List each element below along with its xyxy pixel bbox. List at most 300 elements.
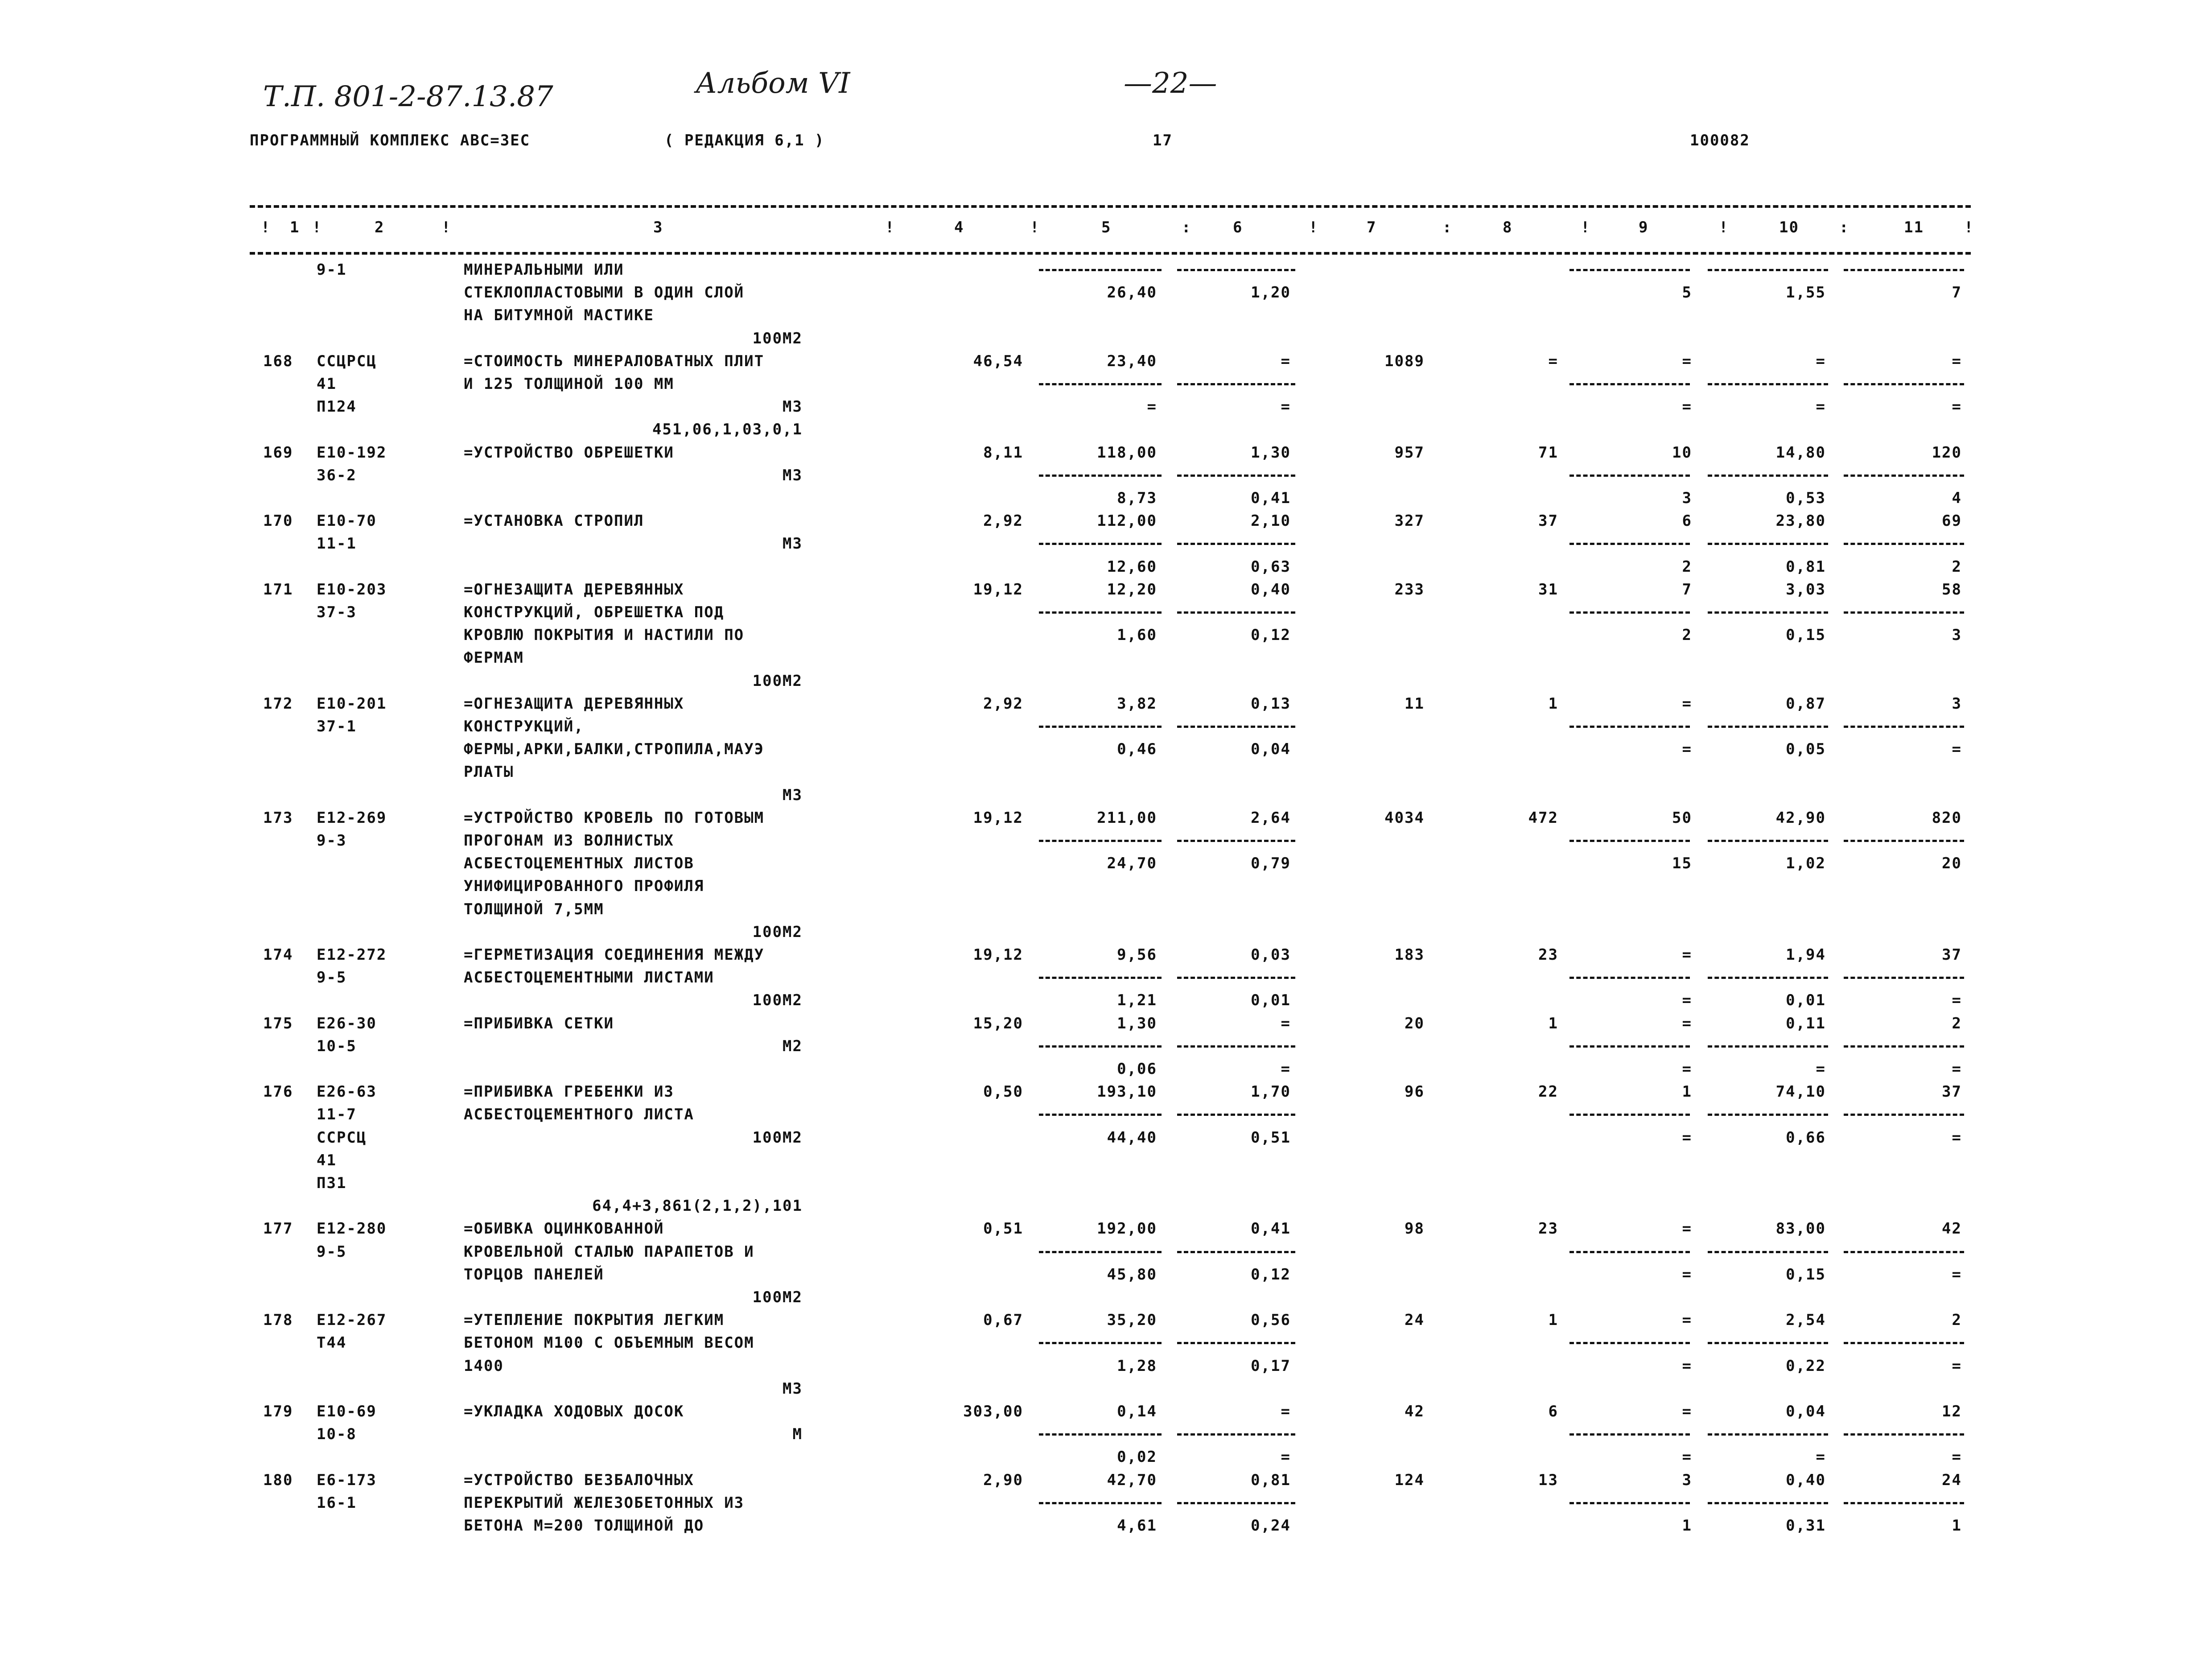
subtotal-divider: [1569, 1045, 1690, 1048]
work-description: ФЕРМАМ: [464, 649, 524, 667]
norm-code: П124: [317, 398, 357, 416]
machine-cost: =: [1682, 695, 1692, 713]
subtotal-divider: [1039, 611, 1162, 614]
labor-hours: 0,40: [1786, 1471, 1826, 1489]
unit-cost: 1,28: [1117, 1357, 1157, 1375]
column-divider: !: [885, 219, 895, 236]
work-description: =ГЕРМЕТИЗАЦИЯ СОЕДИНЕНИЯ МЕЖДУ: [464, 946, 765, 964]
column-divider: :: [1182, 219, 1192, 236]
total-cost: 96: [1405, 1083, 1425, 1101]
total-cost: 233: [1394, 581, 1425, 598]
labor-hours: 14,80: [1775, 444, 1826, 462]
wage-cost: 0,12: [1251, 1266, 1291, 1283]
labor-hours: 42,90: [1775, 809, 1826, 827]
unit-label: 451,06,1,03,0,1: [652, 421, 803, 438]
wage-cost: =: [1281, 398, 1291, 416]
machine-cost: =: [1682, 1060, 1692, 1078]
unit-label: М3: [783, 786, 803, 804]
wage-cost: 0,04: [1251, 740, 1291, 758]
column-header-6: 6: [1233, 219, 1243, 236]
work-description: 1400: [464, 1357, 504, 1375]
total-cost: 4034: [1384, 809, 1425, 827]
work-description: КРОВЕЛЬНОЙ СТАЛЬЮ ПАРАПЕТОВ И: [464, 1243, 754, 1261]
item-number: 179: [263, 1403, 293, 1420]
norm-code: Е12-280: [317, 1220, 387, 1238]
subtotal-divider: [1039, 1433, 1162, 1436]
quantity: 15,20: [973, 1015, 1023, 1032]
column-header-5: 5: [1101, 219, 1112, 236]
wage-cost: 0,56: [1251, 1311, 1291, 1329]
norm-code: Е26-63: [317, 1083, 377, 1101]
quantity: 46,54: [973, 352, 1023, 370]
norm-code: 9-5: [317, 1243, 347, 1261]
subtotal-divider: [1039, 269, 1162, 271]
machine-cost: =: [1682, 740, 1692, 758]
labor-hours: 0,87: [1786, 695, 1826, 713]
total-labor: 2: [1952, 1311, 1962, 1329]
total-labor: 3: [1952, 695, 1962, 713]
total-labor: 12: [1942, 1403, 1962, 1420]
quantity: 0,51: [983, 1220, 1023, 1238]
unit-label: М2: [783, 1037, 803, 1055]
norm-code: 9-1: [317, 261, 347, 279]
subtotal-divider: [1039, 1342, 1162, 1344]
subtotal-divider: [1177, 475, 1295, 477]
work-description: =УСТРОЙСТВО ОБРЕШЕТКИ: [464, 444, 674, 462]
wage-cost: 0,01: [1251, 991, 1291, 1009]
item-number: 173: [263, 809, 293, 827]
column-header-3: 3: [653, 219, 663, 236]
unit-cost: 1,60: [1117, 626, 1157, 644]
column-divider: !: [1964, 219, 1974, 236]
machine-cost: 7: [1682, 581, 1692, 598]
column-divider: :: [1442, 219, 1453, 236]
labor-hours: =: [1816, 1448, 1826, 1466]
unit-cost: 24,70: [1107, 854, 1157, 872]
subtotal-divider: [1844, 1045, 1964, 1048]
subtotal-divider: [1039, 1502, 1162, 1504]
wage-cost: =: [1281, 1448, 1291, 1466]
norm-code: 37-3: [317, 603, 357, 621]
wage-cost: 0,79: [1251, 854, 1291, 872]
machine-cost: =: [1682, 1129, 1692, 1147]
labor-hours: 0,04: [1786, 1403, 1826, 1420]
subtotal-divider: [1039, 977, 1162, 979]
total-labor: 42: [1942, 1220, 1962, 1238]
work-description: ПРОГОНАМ ИЗ ВОЛНИСТЫХ: [464, 832, 674, 850]
subtotal-divider: [1844, 543, 1964, 545]
wage-cost: 0,13: [1251, 695, 1291, 713]
total-labor: =: [1952, 1266, 1962, 1283]
work-description: =СТОИМОСТЬ МИНЕРАЛОВАТНЫХ ПЛИТ: [464, 352, 765, 370]
subtotal-divider: [1569, 1114, 1690, 1116]
unit-cost: 9,56: [1117, 946, 1157, 964]
subtotal-divider: [1708, 383, 1828, 385]
total-cost: 327: [1394, 512, 1425, 530]
unit-cost: 12,60: [1107, 558, 1157, 576]
labor-hours: 1,94: [1786, 946, 1826, 964]
machine-cost: =: [1682, 1403, 1692, 1420]
subtotal-divider: [1844, 726, 1964, 728]
item-number: 170: [263, 512, 293, 530]
subtotal-divider: [1039, 726, 1162, 728]
work-description: ТОРЦОВ ПАНЕЛЕЙ: [464, 1266, 604, 1283]
total-wages: 22: [1538, 1083, 1558, 1101]
unit-label: 100М2: [752, 330, 803, 347]
labor-hours: 0,11: [1786, 1015, 1826, 1032]
unit-cost: 45,80: [1107, 1266, 1157, 1283]
subtotal-divider: [1039, 1114, 1162, 1116]
work-description: =ОГНЕЗАЩИТА ДЕРЕВЯННЫХ: [464, 695, 684, 713]
unit-cost: 44,40: [1107, 1129, 1157, 1147]
subtotal-divider: [1177, 611, 1295, 614]
labor-hours: 0,31: [1786, 1517, 1826, 1535]
subtotal-divider: [1844, 383, 1964, 385]
wage-cost: 0,41: [1251, 489, 1291, 507]
subtotal-divider: [1708, 840, 1828, 842]
subtotal-divider: [1844, 840, 1964, 842]
subtotal-divider: [1177, 1433, 1295, 1436]
unit-label: М3: [783, 535, 803, 553]
unit-label: М3: [783, 466, 803, 484]
item-number: 180: [263, 1471, 293, 1489]
total-labor: =: [1952, 352, 1962, 370]
subtotal-divider: [1177, 543, 1295, 545]
column-divider: !: [261, 219, 271, 236]
unit-cost: 1,30: [1117, 1015, 1157, 1032]
machine-cost: =: [1682, 1015, 1692, 1032]
subtotal-divider: [1569, 1251, 1690, 1253]
work-description: АСБЕСТОЦЕМЕНТНЫМИ ЛИСТАМИ: [464, 969, 714, 986]
total-labor: 820: [1932, 809, 1962, 827]
work-description: МИНЕРАЛЬНЫМИ ИЛИ: [464, 261, 624, 279]
machine-cost: =: [1682, 1311, 1692, 1329]
unit-cost: 3,82: [1117, 695, 1157, 713]
labor-hours: 23,80: [1775, 512, 1826, 530]
total-labor: 120: [1932, 444, 1962, 462]
norm-code: Е10-192: [317, 444, 387, 462]
subtotal-divider: [1708, 1251, 1828, 1253]
labor-hours: 74,10: [1775, 1083, 1826, 1101]
total-wages: 23: [1538, 1220, 1558, 1238]
machine-cost: 1: [1682, 1517, 1692, 1535]
program-name: ПРОГРАММНЫЙ КОМПЛЕКС АВС=ЗЕС: [250, 132, 531, 149]
work-description: ТОЛЩИНОЙ 7,5ММ: [464, 900, 604, 918]
total-wages: 23: [1538, 946, 1558, 964]
subtotal-divider: [1177, 383, 1295, 385]
wage-cost: 1,20: [1251, 284, 1291, 301]
column-divider: !: [1581, 219, 1591, 236]
work-description: =ОБИВКА ОЦИНКОВАННОЙ: [464, 1220, 664, 1238]
subtotal-divider: [1844, 475, 1964, 477]
total-cost: 124: [1394, 1471, 1425, 1489]
machine-cost: =: [1682, 352, 1692, 370]
norm-code: 11-7: [317, 1106, 357, 1123]
norm-code: ССЦРСЦ: [317, 352, 377, 370]
machine-cost: =: [1682, 946, 1692, 964]
work-description: АСБЕСТОЦЕМЕНТНЫХ ЛИСТОВ: [464, 854, 694, 872]
norm-code: Е10-69: [317, 1403, 377, 1420]
total-labor: 37: [1942, 1083, 1962, 1101]
subtotal-divider: [1177, 1114, 1295, 1116]
machine-cost: 2: [1682, 626, 1692, 644]
machine-cost: =: [1682, 1266, 1692, 1283]
item-number: 171: [263, 581, 293, 598]
document-code: 100082: [1690, 132, 1750, 149]
total-labor: 4: [1952, 489, 1962, 507]
item-number: 172: [263, 695, 293, 713]
subtotal-divider: [1844, 1342, 1964, 1344]
unit-label: 100М2: [752, 923, 803, 941]
subtotal-divider: [1039, 1251, 1162, 1253]
quantity: 303,00: [963, 1403, 1023, 1420]
work-description: И 125 ТОЛЩИНОЙ 100 ММ: [464, 375, 674, 393]
machine-cost: 15: [1672, 854, 1692, 872]
labor-hours: 0,66: [1786, 1129, 1826, 1147]
subtotal-divider: [1039, 1045, 1162, 1048]
labor-hours: 0,15: [1786, 1266, 1826, 1283]
subtotal-divider: [1177, 977, 1295, 979]
total-labor: 2: [1952, 1015, 1962, 1032]
machine-cost: 3: [1682, 489, 1692, 507]
total-wages: 31: [1538, 581, 1558, 598]
item-number: 168: [263, 352, 293, 370]
norm-code: Е26-30: [317, 1015, 377, 1032]
subtotal-divider: [1569, 977, 1690, 979]
work-description: =УСТАНОВКА СТРОПИЛ: [464, 512, 644, 530]
wage-cost: 2,64: [1251, 809, 1291, 827]
wage-cost: 0,63: [1251, 558, 1291, 576]
machine-cost: =: [1682, 1448, 1692, 1466]
labor-hours: 0,81: [1786, 558, 1826, 576]
machine-cost: =: [1682, 991, 1692, 1009]
subtotal-divider: [1708, 543, 1828, 545]
work-description: БЕТОНОМ М100 С ОБЪЕМНЫМ ВЕСОМ: [464, 1334, 754, 1352]
column-header-7: 7: [1367, 219, 1377, 236]
work-description: =УСТРОЙСТВО БЕЗБАЛОЧНЫХ: [464, 1471, 694, 1489]
machine-cost: 3: [1682, 1471, 1692, 1489]
doc-code: Т.П. 801-2-87.13.87: [263, 80, 553, 113]
unit-cost: 12,20: [1107, 581, 1157, 598]
unit-cost: 118,00: [1097, 444, 1157, 462]
labor-hours: 1,55: [1786, 284, 1826, 301]
work-description: =ПРИБИВКА ГРЕБЕНКИ ИЗ: [464, 1083, 674, 1101]
wage-cost: 0,81: [1251, 1471, 1291, 1489]
work-description: АСБЕСТОЦЕМЕНТНОГО ЛИСТА: [464, 1106, 694, 1123]
total-wages: 1: [1548, 1015, 1558, 1032]
subtotal-divider: [1569, 840, 1690, 842]
work-description: КОНСТРУКЦИЙ, ОБРЕШЕТКА ПОД: [464, 603, 725, 621]
album-label: Альбом VI: [696, 67, 850, 100]
norm-code: 37-1: [317, 718, 357, 735]
unit-cost: 0,46: [1117, 740, 1157, 758]
quantity: 0,67: [983, 1311, 1023, 1329]
wage-cost: =: [1281, 1060, 1291, 1078]
subtotal-divider: [1708, 1433, 1828, 1436]
unit-cost: 1,21: [1117, 991, 1157, 1009]
unit-cost: 42,70: [1107, 1471, 1157, 1489]
unit-label: 64,4+3,861(2,1,2),101: [592, 1197, 803, 1215]
work-description: =УСТРОЙСТВО КРОВЕЛЬ ПО ГОТОВЫМ: [464, 809, 765, 827]
item-number: 175: [263, 1015, 293, 1032]
unit-label: 100М2: [752, 1129, 803, 1147]
norm-code: 10-5: [317, 1037, 357, 1055]
total-wages: 13: [1538, 1471, 1558, 1489]
total-labor: =: [1952, 1357, 1962, 1375]
wage-cost: 0,12: [1251, 626, 1291, 644]
quantity: 2,92: [983, 695, 1023, 713]
unit-label: 100М2: [752, 672, 803, 690]
quantity: 0,50: [983, 1083, 1023, 1101]
norm-code: 11-1: [317, 535, 357, 553]
labor-hours: 0,22: [1786, 1357, 1826, 1375]
subtotal-divider: [1039, 543, 1162, 545]
unit-label: М3: [783, 398, 803, 416]
unit-cost: 23,40: [1107, 352, 1157, 370]
page-number: —22—: [1124, 67, 1217, 100]
total-labor: 3: [1952, 626, 1962, 644]
total-cost: 98: [1405, 1220, 1425, 1238]
wage-cost: =: [1281, 1403, 1291, 1420]
subtotal-divider: [1844, 269, 1964, 271]
total-labor: =: [1952, 398, 1962, 416]
unit-label: М3: [783, 1380, 803, 1398]
total-wages: 1: [1548, 695, 1558, 713]
wage-cost: 1,30: [1251, 444, 1291, 462]
wage-cost: =: [1281, 352, 1291, 370]
labor-hours: =: [1816, 352, 1826, 370]
subtotal-divider: [1569, 383, 1690, 385]
unit-cost: 0,06: [1117, 1060, 1157, 1078]
subtotal-divider: [1708, 726, 1828, 728]
norm-code: Е6-173: [317, 1471, 377, 1489]
item-number: 177: [263, 1220, 293, 1238]
subtotal-divider: [1708, 977, 1828, 979]
unit-cost: =: [1147, 398, 1157, 416]
norm-code: Т44: [317, 1334, 347, 1352]
total-wages: 71: [1538, 444, 1558, 462]
subtotal-divider: [1569, 543, 1690, 545]
quantity: 19,12: [973, 581, 1023, 598]
unit-cost: 0,02: [1117, 1448, 1157, 1466]
norm-code: Е12-267: [317, 1311, 387, 1329]
work-description: СТЕКЛОПЛАСТОВЫМИ В ОДИН СЛОЙ: [464, 284, 745, 301]
subtotal-divider: [1569, 726, 1690, 728]
column-divider: !: [1030, 219, 1040, 236]
norm-code: 41: [317, 375, 337, 393]
labor-hours: 0,01: [1786, 991, 1826, 1009]
wage-cost: 1,70: [1251, 1083, 1291, 1101]
work-description: =УКЛАДКА ХОДОВЫХ ДОСОК: [464, 1403, 684, 1420]
norm-code: Е12-272: [317, 946, 387, 964]
total-wages: 37: [1538, 512, 1558, 530]
total-labor: =: [1952, 740, 1962, 758]
subtotal-divider: [1569, 269, 1690, 271]
work-description: НА БИТУМНОЙ МАСТИКЕ: [464, 306, 654, 324]
sheet-number: 17: [1153, 132, 1173, 149]
column-header-9: 9: [1639, 219, 1649, 236]
machine-cost: =: [1682, 1357, 1692, 1375]
unit-cost: 35,20: [1107, 1311, 1157, 1329]
labor-hours: 2,54: [1786, 1311, 1826, 1329]
subtotal-divider: [1708, 1502, 1828, 1504]
subtotal-divider: [1708, 611, 1828, 614]
subtotal-divider: [1569, 1502, 1690, 1504]
unit-cost: 112,00: [1097, 512, 1157, 530]
total-labor: 20: [1942, 854, 1962, 872]
unit-label: 100М2: [752, 1288, 803, 1306]
edition-label: ( РЕДАКЦИЯ 6,1 ): [664, 132, 825, 149]
column-header-1: 1: [290, 219, 300, 236]
unit-cost: 26,40: [1107, 284, 1157, 301]
labor-hours: 0,15: [1786, 626, 1826, 644]
subtotal-divider: [1844, 1114, 1964, 1116]
subtotal-divider: [1844, 611, 1964, 614]
item-number: 174: [263, 946, 293, 964]
column-divider: !: [312, 219, 322, 236]
quantity: 2,90: [983, 1471, 1023, 1489]
work-description: =ПРИБИВКА СЕТКИ: [464, 1015, 614, 1032]
total-labor: =: [1952, 991, 1962, 1009]
subtotal-divider: [1708, 1342, 1828, 1344]
wage-cost: 2,10: [1251, 512, 1291, 530]
machine-cost: 1: [1682, 1083, 1692, 1101]
wage-cost: 0,40: [1251, 581, 1291, 598]
norm-code: 16-1: [317, 1494, 357, 1512]
column-divider: !: [441, 219, 452, 236]
machine-cost: 50: [1672, 809, 1692, 827]
norm-code: Е10-70: [317, 512, 377, 530]
total-cost: 24: [1405, 1311, 1425, 1329]
subtotal-divider: [1569, 611, 1690, 614]
machine-cost: 2: [1682, 558, 1692, 576]
quantity: 19,12: [973, 809, 1023, 827]
column-divider: :: [1839, 219, 1850, 236]
total-labor: 37: [1942, 946, 1962, 964]
wage-cost: 0,17: [1251, 1357, 1291, 1375]
norm-code: ССРСЦ: [317, 1129, 367, 1147]
labor-hours: =: [1816, 1060, 1826, 1078]
total-labor: =: [1952, 1060, 1962, 1078]
work-description: БЕТОНА М=200 ТОЛЩИНОЙ ДО: [464, 1517, 704, 1535]
subtotal-divider: [1708, 269, 1828, 271]
subtotal-divider: [1177, 726, 1295, 728]
labor-hours: 83,00: [1775, 1220, 1826, 1238]
work-description: =УТЕПЛЕНИЕ ПОКРЫТИЯ ЛЕГКИМ: [464, 1311, 725, 1329]
subtotal-divider: [1569, 1433, 1690, 1436]
machine-cost: =: [1682, 398, 1692, 416]
total-labor: 24: [1942, 1471, 1962, 1489]
total-wages: =: [1548, 352, 1558, 370]
total-wages: 6: [1548, 1403, 1558, 1420]
subtotal-divider: [1039, 383, 1162, 385]
total-cost: 11: [1405, 695, 1425, 713]
work-description: УНИФИЦИРОВАННОГО ПРОФИЛЯ: [464, 877, 704, 895]
norm-code: 9-5: [317, 969, 347, 986]
work-description: КРОВЛЮ ПОКРЫТИЯ И НАСТИЛИ ПО: [464, 626, 745, 644]
item-number: 176: [263, 1083, 293, 1101]
labor-hours: 3,03: [1786, 581, 1826, 598]
total-wages: 472: [1528, 809, 1558, 827]
subtotal-divider: [1177, 1251, 1295, 1253]
column-divider: !: [1309, 219, 1319, 236]
labor-hours: 0,05: [1786, 740, 1826, 758]
column-header-4: 4: [954, 219, 964, 236]
total-wages: 1: [1548, 1311, 1558, 1329]
work-description: ФЕРМЫ,АРКИ,БАЛКИ,СТРОПИЛА,МАУЭ: [464, 740, 765, 758]
total-cost: 42: [1405, 1403, 1425, 1420]
norm-code: Е10-203: [317, 581, 387, 598]
